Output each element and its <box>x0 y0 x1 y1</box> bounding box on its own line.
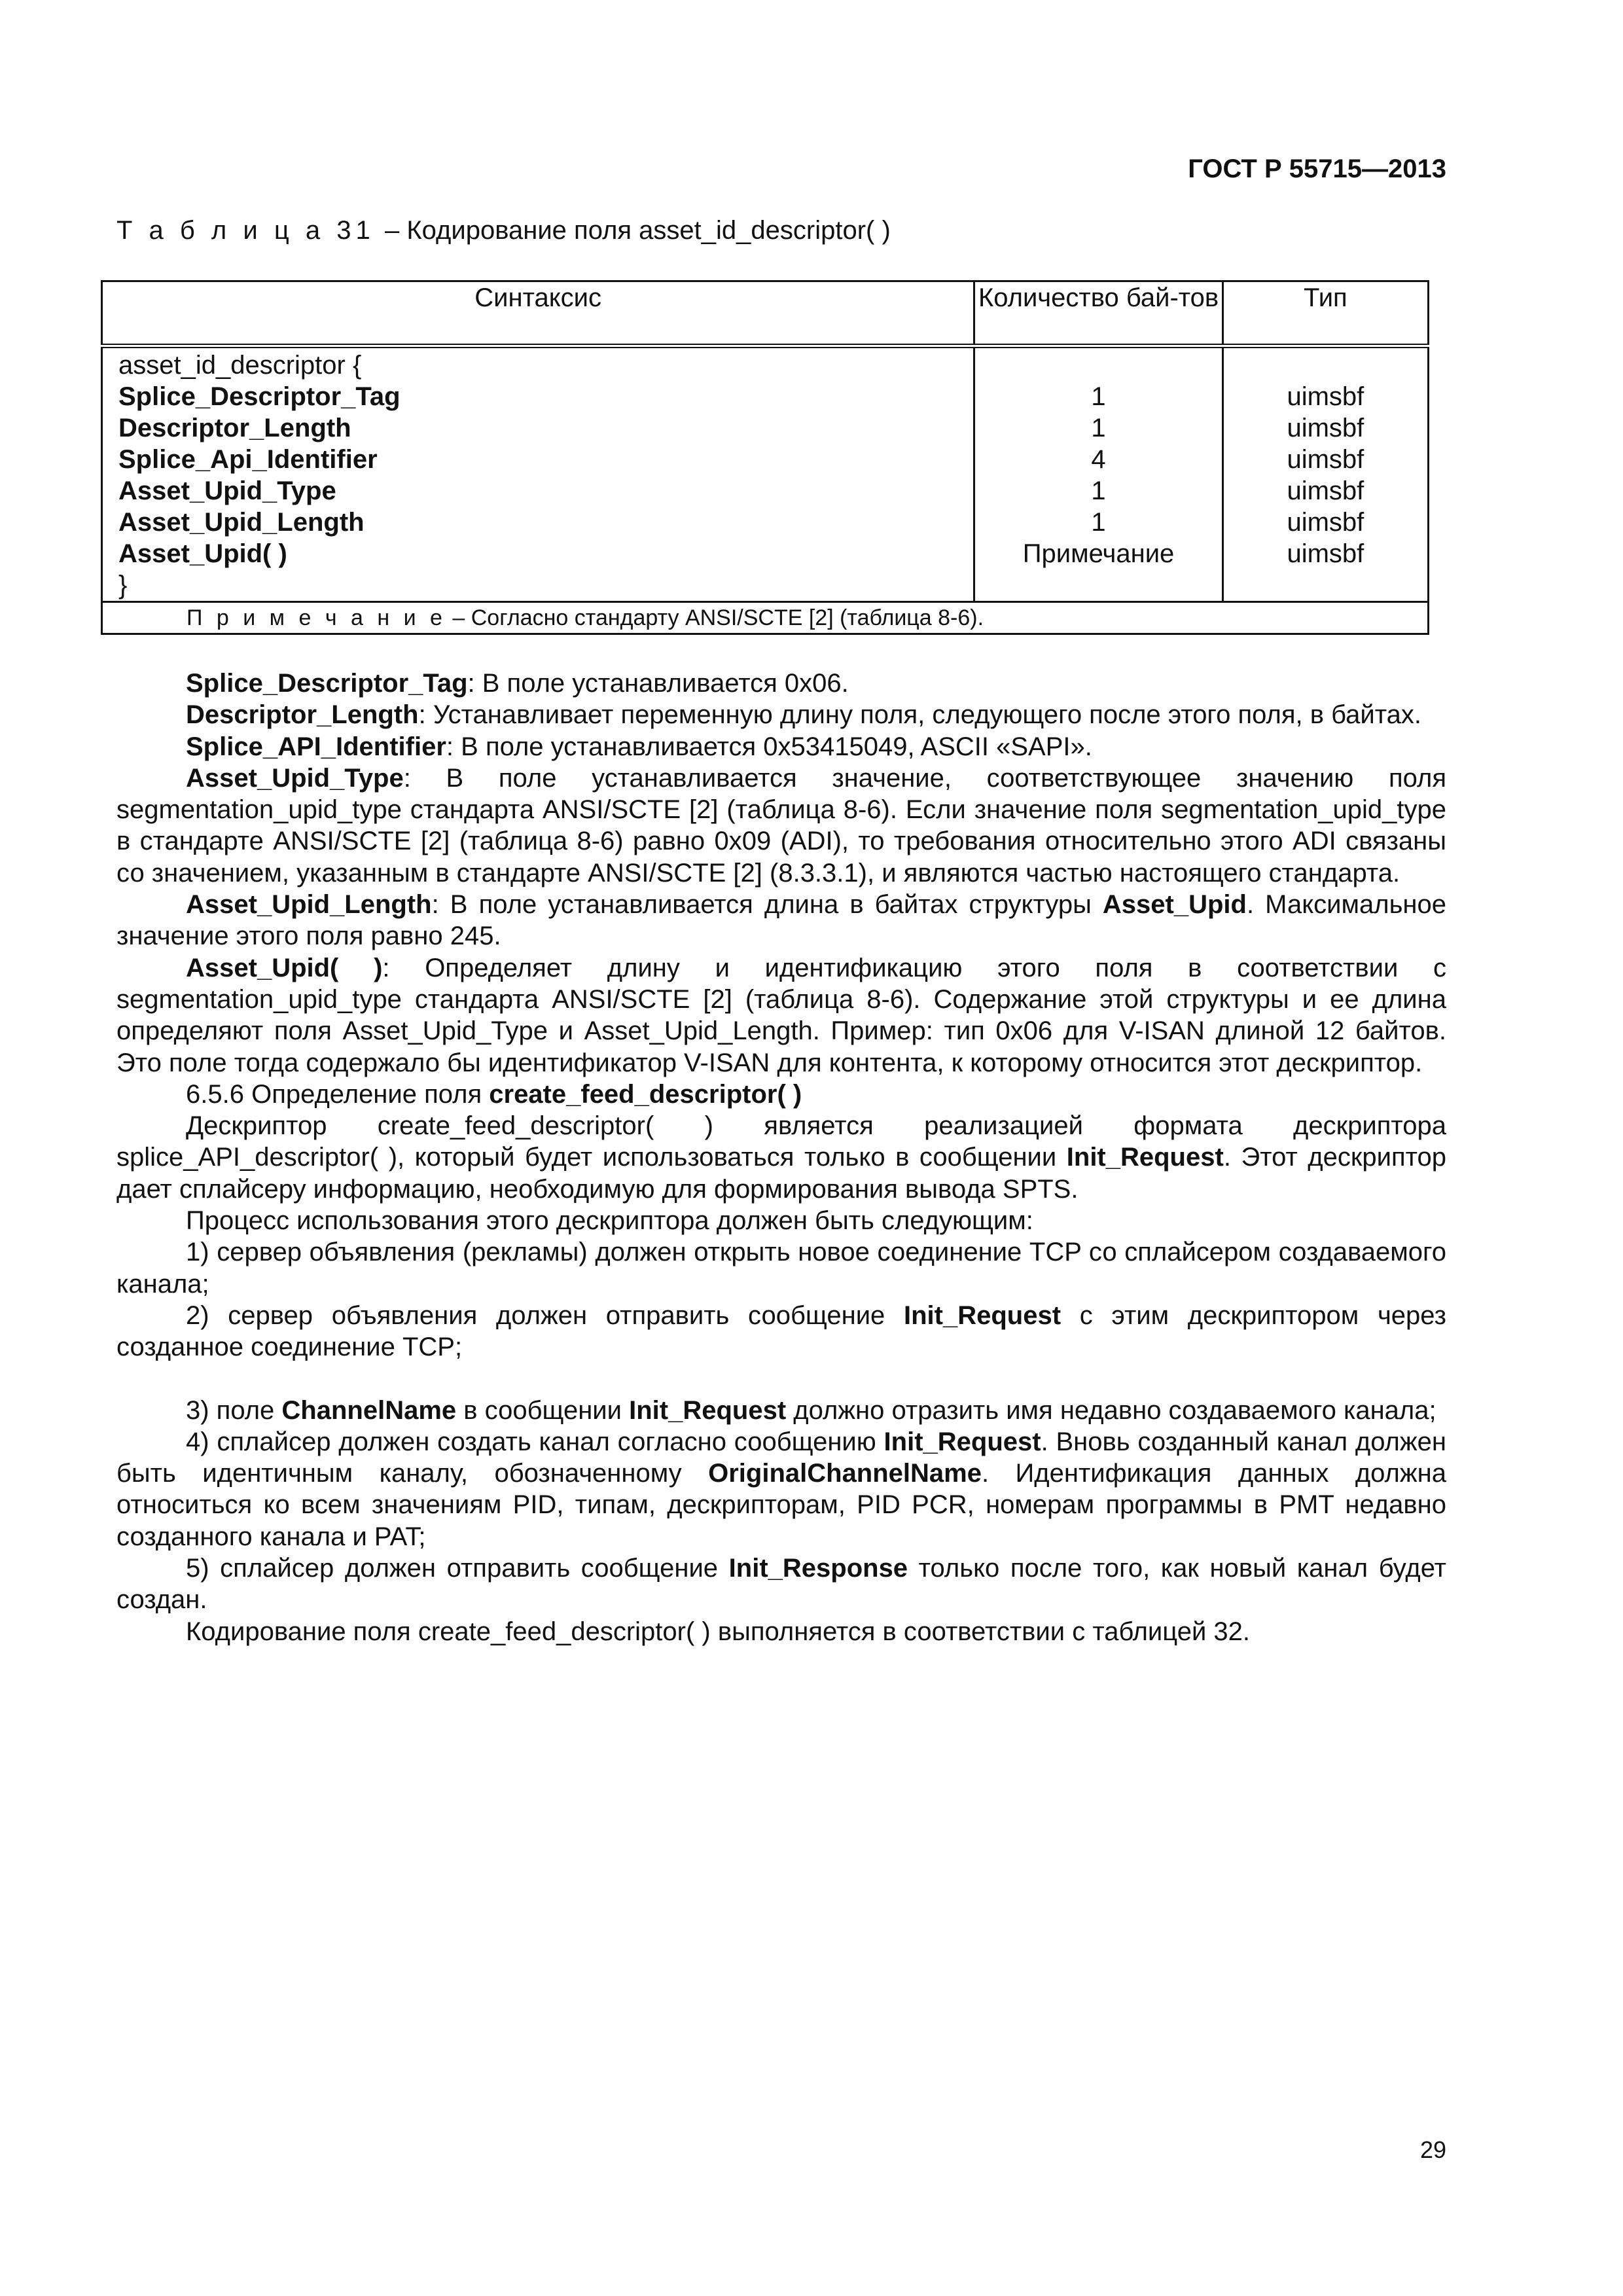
table-31 <box>101 280 1429 635</box>
table-note-row <box>102 602 1429 634</box>
table-header-row <box>102 281 1429 346</box>
bytes-value: 4 <box>1091 445 1106 474</box>
paragraph: Процесс использования этого дескриптора должен быть следующим: <box>186 1206 1033 1236</box>
table-label: Т а б л и ц а 31 <box>116 216 375 245</box>
field-name: Splice_Descriptor_Tag <box>118 382 401 411</box>
field-name: Asset_Upid_Type <box>118 476 336 505</box>
section-heading: 6.5.6 Определение поля create_feed_descriptor( ) <box>186 1079 802 1109</box>
syntax-cell <box>102 346 974 602</box>
type-value: uimsbf <box>1287 414 1364 442</box>
paragraph: Descriptor_Length: Устанавливает переменную длину поля, следующего после этого поля, в байтах. <box>186 700 1421 730</box>
type-value: uimsbf <box>1287 445 1364 474</box>
field-name: Asset_Upid_Length <box>118 508 365 537</box>
list-item: 1) сервер объявления (рекламы) должен открыть новое соединение TCP со сплайсером создаваемого канала; <box>116 1238 1446 1299</box>
syntax-close: } <box>118 571 128 600</box>
table-title: – Кодирование поля asset_id_descriptor( ) <box>385 216 891 245</box>
list-item: 4) сплайсер должен создать канал согласно сообщению Init_Request. Вновь созданный канал должен быть идентичным каналу, обозначенному OriginalChannelName. Идентификация данных должна относиться ко всем значениям PID, типам, дескрипторам, PID PCR, номерам программы в PMT недавно созданного канала и PAT; <box>116 1427 1446 1551</box>
list-item: 3) поле ChannelName в сообщении Init_Request должно отразить имя недавно создаваемого канала; <box>186 1395 1436 1425</box>
field-name: Descriptor_Length <box>118 414 351 442</box>
type-value: uimsbf <box>1287 476 1364 505</box>
paragraph: Дескриптор create_feed_descriptor( ) является реализацией формата дескриптора splice_API_descriptor( ), который будет использоваться только в сообщении Init_Request. Этот дескриптор дает сплайсеру информацию, необходимую для формирования вывода SPTS. <box>116 1111 1446 1204</box>
type-value: uimsbf <box>1287 539 1364 568</box>
col-header-type: Тип <box>1222 281 1428 346</box>
field-name: Asset_Upid( ) <box>118 539 287 568</box>
type-value: uimsbf <box>1287 508 1364 537</box>
table-caption <box>116 216 891 245</box>
bytes-value: 1 <box>1091 382 1106 411</box>
note-text: – Согласно стандарту ANSI/SCTE [2] (таблица 8-6). <box>446 605 984 630</box>
body-text <box>116 668 1446 1647</box>
bytes-value: Примечание <box>1022 539 1175 568</box>
col-header-bytes: Количество бай-тов <box>974 281 1222 346</box>
paragraph: Splice_Descriptor_Tag: В поле устанавливается 0x06. <box>186 669 849 698</box>
col-header-syntax: Синтаксис <box>102 281 974 346</box>
bytes-cell <box>974 346 1222 602</box>
type-cell <box>1222 346 1428 602</box>
table-note <box>102 602 1429 634</box>
standard-designation: ГОСТ Р 55715—2013 <box>1188 154 1446 183</box>
list-item: 5) сплайсер должен отправить сообщение Init_Response только после того, как новый канал будет создан. <box>116 1554 1446 1615</box>
paragraph: Asset_Upid( ): Определяет длину и идентификацию этого поля в соответствии с segmentation_upid_type стандарта ANSI/SCTE [2] (таблица 8-6). Содержание этой структуры и ее длина определяют поля Asset_Upid_Type и Asset_Upid_Length. Пример: тип 0x06 для V-ISAN длиной 12 байтов. Это поле тогда содержало бы идентификатор V-ISAN для контента, к которому относится этот дескриптор. <box>116 953 1446 1077</box>
syntax-open: asset_id_descriptor { <box>118 351 362 380</box>
note-label: П р и м е ч а н и е <box>187 605 446 630</box>
paragraph: Splice_API_Identifier: В поле устанавливается 0x53415049, ASCII «SAPI». <box>186 732 1092 761</box>
paragraph: Asset_Upid_Type: В поле устанавливается значение, соответствующее значению поля segmentation_upid_type стандарта ANSI/SCTE [2] (таблица 8-6). Если значение поля segmentation_upid_type в стандарте ANSI/SCTE [2] (таблица 8-6) равно 0x09 (ADI), то требования относительно этого ADI связаны со значением, указанным в стандарте ANSI/SCTE [2] (8.3.3.1), и являются частью настоящего стандарта. <box>116 763 1446 888</box>
paragraph: Кодирование поля create_feed_descriptor( ) выполняется в соответствии с таблицей 32. <box>186 1617 1251 1646</box>
paragraph: Asset_Upid_Length: В поле устанавливается длина в байтах структуры Asset_Upid. Максимальное значение этого поля равно 245. <box>116 890 1446 951</box>
bytes-value: 1 <box>1091 476 1106 505</box>
bytes-value: 1 <box>1091 508 1106 537</box>
list-item: 2) сервер объявления должен отправить сообщение Init_Request с этим дескриптором через созданное соединение TCP; <box>116 1300 1446 1362</box>
bytes-value: 1 <box>1091 414 1106 442</box>
type-value: uimsbf <box>1287 382 1364 411</box>
table-body-row <box>102 346 1429 602</box>
page-number: 29 <box>1419 2136 1446 2163</box>
field-name: Splice_Api_Identifier <box>118 445 378 474</box>
